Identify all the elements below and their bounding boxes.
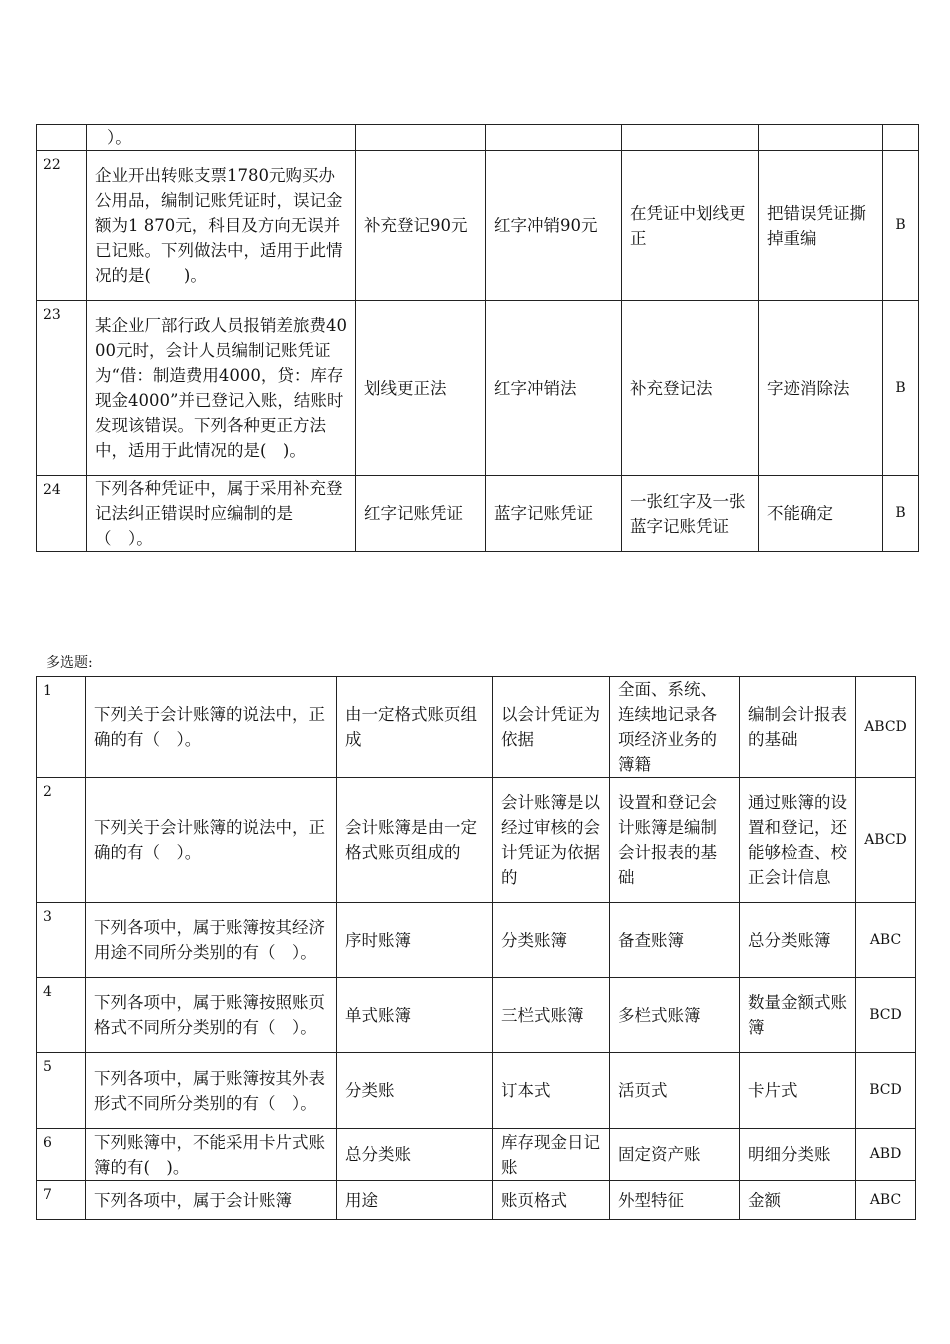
- option-c: 补充登记法: [622, 301, 759, 476]
- question-number: 5: [37, 1053, 86, 1129]
- answer: ABD: [856, 1129, 916, 1181]
- question-number: 7: [37, 1181, 86, 1220]
- option-a: 用途: [337, 1181, 493, 1220]
- option-d: 总分类账簿: [740, 903, 856, 978]
- option-c: 外型特征: [610, 1181, 740, 1220]
- option-a: 分类账: [337, 1053, 493, 1129]
- option-b: 蓝字记账凭证: [486, 476, 622, 552]
- option-d: 金额: [740, 1181, 856, 1220]
- answer: BCD: [856, 1053, 916, 1129]
- answer: B: [883, 151, 919, 301]
- option-b: 库存现金日记账: [493, 1129, 610, 1181]
- question-text: 下列账簿中，不能采用卡片式账簿的有( )。: [86, 1129, 337, 1181]
- option-a: 补充登记90元: [356, 151, 486, 301]
- option-a: 总分类账: [337, 1129, 493, 1181]
- table-row: [37, 677, 916, 778]
- option-a: 由一定格式账页组成: [337, 677, 493, 778]
- option-a: 红字记账凭证: [356, 476, 486, 552]
- option-a: 会计账簿是由一定格式账页组成的: [337, 778, 493, 903]
- option-a: 划线更正法: [356, 301, 486, 476]
- question-number: 6: [37, 1129, 86, 1181]
- table-row: [37, 778, 916, 903]
- question-number: 2: [37, 778, 86, 903]
- option-d: 明细分类账: [740, 1129, 856, 1181]
- question-text: 某企业厂部行政人员报销差旅费4000元时，会计人员编制记账凭证为“借：制造费用4000，贷：库存现金4000”并已登记入账，结账时发现该错误。下列各种更正方法中，适用于此情况的是( )。: [87, 301, 356, 476]
- question-number: 23: [37, 301, 87, 476]
- option-b: 账页格式: [493, 1181, 610, 1220]
- question-text: 下列关于会计账簿的说法中，正确的有（ ）。: [86, 677, 337, 778]
- question-number: 22: [37, 151, 87, 301]
- table-row: [37, 1129, 916, 1181]
- option-d: 通过账簿的设置和登记，还能够检查、校正会计信息: [740, 778, 856, 903]
- answer: B: [883, 476, 919, 552]
- table-row: [37, 301, 919, 476]
- question-number: 3: [37, 903, 86, 978]
- option-d: 编制会计报表的基础: [740, 677, 856, 778]
- option-b: 以会计凭证为依据: [493, 677, 610, 778]
- option-a: 序时账簿: [337, 903, 493, 978]
- option-c: 在凭证中划线更正: [622, 151, 759, 301]
- answer: ABC: [856, 1181, 916, 1220]
- question-text: 企业开出转账支票1780元购买办公用品，编制记账凭证时，误记金额为1 870元，科目及方向无误并已记账。下列做法中，适用于此情况的是( )。: [87, 151, 356, 301]
- question-number: 4: [37, 978, 86, 1053]
- table-row: [37, 978, 916, 1053]
- option-d: 卡片式: [740, 1053, 856, 1129]
- question-number: 1: [37, 677, 86, 778]
- answer: ABC: [856, 903, 916, 978]
- table-row: [37, 1181, 916, 1220]
- table-row: [37, 125, 919, 151]
- question-number: [37, 125, 87, 151]
- table-row: [37, 476, 919, 552]
- answer: ABCD: [856, 778, 916, 903]
- option-c: 多栏式账簿: [610, 978, 740, 1053]
- question-text: ）。: [87, 125, 356, 151]
- question-text: 下列关于会计账簿的说法中，正确的有（ ）。: [86, 778, 337, 903]
- option-c: 设置和登记会计账簿是编制会计报表的基础: [610, 778, 740, 903]
- answer: B: [883, 301, 919, 476]
- question-text: 下列各项中，属于账簿按照账页格式不同所分类别的有（ ）。: [86, 978, 337, 1053]
- option-b: 会计账簿是以经过审核的会计凭证为依据的: [493, 778, 610, 903]
- multi-choice-table: [36, 676, 916, 1220]
- option-c: 固定资产账: [610, 1129, 740, 1181]
- option-d: 字迹消除法: [759, 301, 883, 476]
- question-text: 下列各种凭证中，属于采用补充登记法纠正错误时应编制的是（ ）。: [87, 476, 356, 552]
- table-row: [37, 151, 919, 301]
- question-text: 下列各项中，属于会计账簿: [86, 1181, 337, 1220]
- answer: ABCD: [856, 677, 916, 778]
- option-c: 备查账簿: [610, 903, 740, 978]
- single-choice-table: [36, 124, 919, 552]
- table-row: [37, 903, 916, 978]
- answer: BCD: [856, 978, 916, 1053]
- question-text: 下列各项中，属于账簿按其外表形式不同所分类别的有（ ）。: [86, 1053, 337, 1129]
- option-c: 全面、系统、连续地记录各项经济业务的簿籍: [610, 677, 740, 778]
- option-b: 红字冲销法: [486, 301, 622, 476]
- option-d: 把错误凭证撕掉重编: [759, 151, 883, 301]
- option-d: 数量金额式账簿: [740, 978, 856, 1053]
- option-c: 一张红字及一张蓝字记账凭证: [622, 476, 759, 552]
- table-row: [37, 1053, 916, 1129]
- option-b: 订本式: [493, 1053, 610, 1129]
- option-b: 三栏式账簿: [493, 978, 610, 1053]
- option-d: 不能确定: [759, 476, 883, 552]
- option-c: 活页式: [610, 1053, 740, 1129]
- question-number: 24: [37, 476, 87, 552]
- section-label-multi-choice: 多选题:: [46, 655, 93, 671]
- question-text: 下列各项中，属于账簿按其经济用途不同所分类别的有（ ）。: [86, 903, 337, 978]
- option-b: 分类账簿: [493, 903, 610, 978]
- option-b: 红字冲销90元: [486, 151, 622, 301]
- option-a: 单式账簿: [337, 978, 493, 1053]
